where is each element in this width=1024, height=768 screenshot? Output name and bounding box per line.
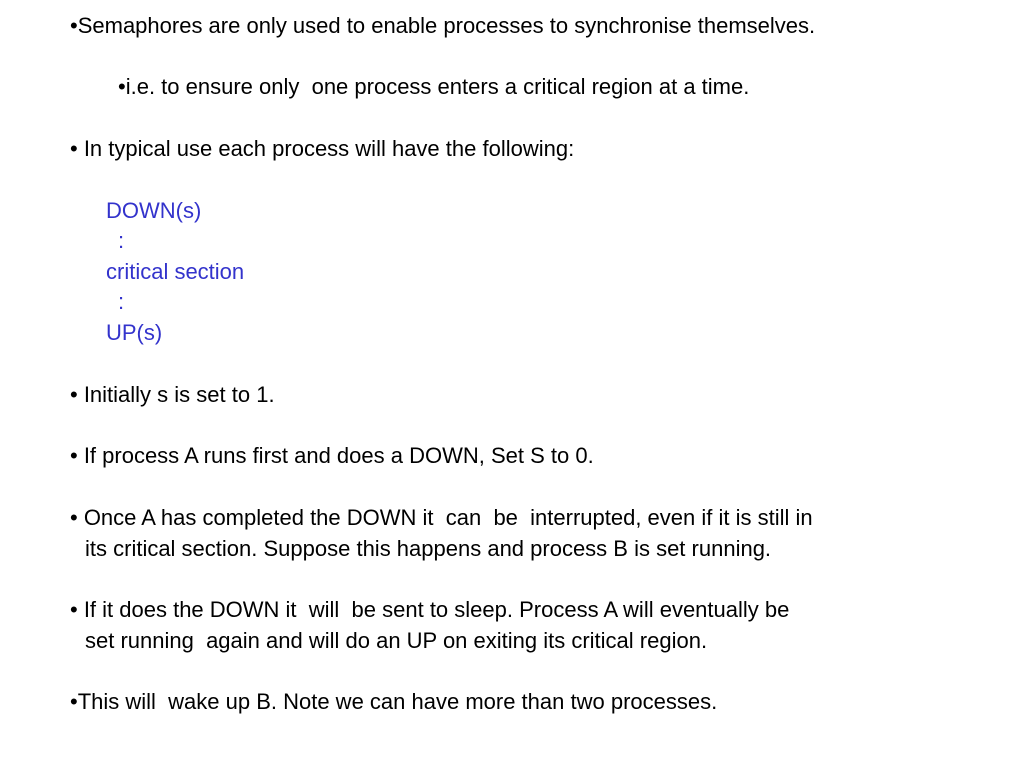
code-critical-section: critical section xyxy=(106,259,245,284)
bullet-initial-value: • Initially s is set to 1. xyxy=(70,382,275,407)
sub-bullet-critical-region: •i.e. to ensure only one process enters a critical region at a time. xyxy=(118,74,750,99)
bullet-typical-use: • In typical use each process will have the following: xyxy=(70,136,575,161)
bullet-wake-up: •This will wake up B. Note we can have more than two processes. xyxy=(70,689,718,714)
bullet-semaphores-purpose: •Semaphores are only used to enable processes to synchronise themselves. xyxy=(70,13,816,38)
code-ellipsis-colon: : xyxy=(118,228,125,253)
code-ellipsis-colon: : xyxy=(118,289,125,314)
bullet-interrupted-line-1: • Once A has completed the DOWN it can be interrupted, even if it is still in xyxy=(70,505,813,530)
bullet-process-a-down: • If process A runs first and does a DOWN, Set S to 0. xyxy=(70,443,594,468)
code-down: DOWN(s) xyxy=(106,198,202,223)
bullet-sleep-line-2: set running again and will do an UP on exiting its critical region. xyxy=(85,628,708,653)
bullet-sleep-line-1: • If it does the DOWN it will be sent to sleep. Process A will eventually be xyxy=(70,597,790,622)
bullet-interrupted-line-2: its critical section. Suppose this happens and process B is set running. xyxy=(85,536,772,561)
code-up: UP(s) xyxy=(106,320,163,345)
